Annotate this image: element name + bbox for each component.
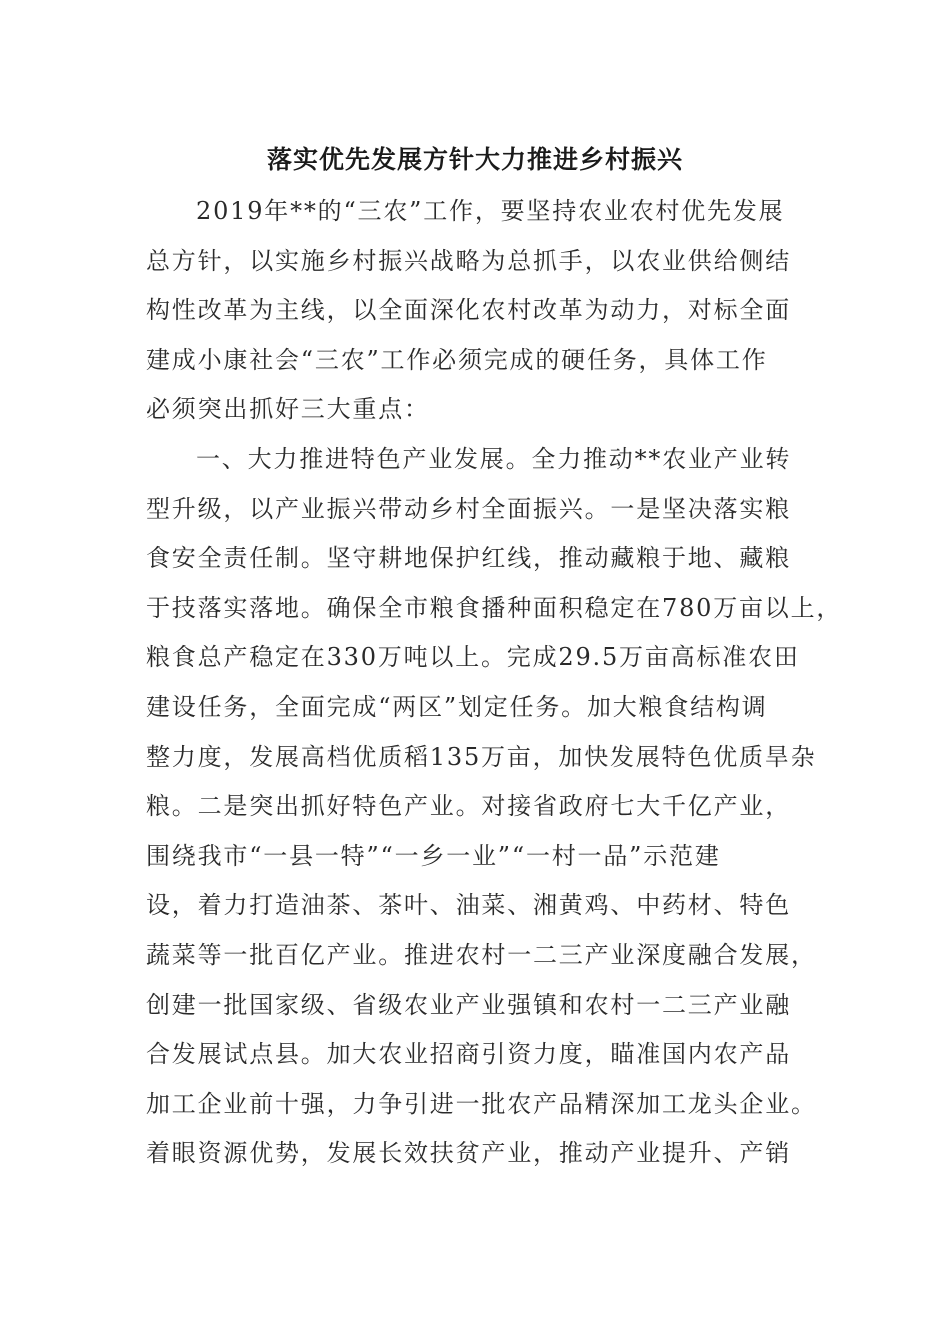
paragraph-1-line-5: 必须突出抓好三大重点： <box>146 395 430 424</box>
paragraph-2-line-5: 粮食总产稳定在330万吨以上。完成29.5万亩高标准农田 <box>146 643 800 672</box>
document-title: 落实优先发展方针大力推进乡村振兴 <box>266 145 683 174</box>
paragraph-1-line-4: 建成小康社会“三农”工作必须完成的硬任务，具体工作 <box>146 345 768 374</box>
paragraph-2-line-8: 粮。二是突出抓好特色产业。对接省政府七大千亿产业， <box>146 792 791 821</box>
paragraph-2-line-15: 着眼资源优势，发展长效扶贫产业，推动产业提升、产销 <box>146 1139 791 1168</box>
paragraph-2-line-12: 创建一批国家级、省级农业产业强镇和农村一二三产业融 <box>146 990 791 1019</box>
document-body <box>146 190 843 1182</box>
paragraph-1-line-3: 构性改革为主线，以全面深化农村改革为动力，对标全面 <box>146 296 791 325</box>
paragraph-2-line-7: 整力度，发展高档优质稻135万亩，加快发展特色优质旱杂 <box>146 742 817 771</box>
paragraph-2-line-13: 合发展试点县。加大农业招商引资力度，瞄准国内农产品 <box>146 1040 791 1069</box>
paragraph-1-line-1: 2019年**的“三农”工作，要坚持农业农村优先发展 <box>196 197 785 225</box>
paragraph-1-line-2: 总方针，以实施乡村振兴战略为总抓手，以农业供给侧结 <box>146 246 791 275</box>
paragraph-2-line-1: 一、大力推进特色产业发展。全力推动**农业产业转 <box>196 444 792 473</box>
paragraph-2-line-2: 型升级，以产业振兴带动乡村全面振兴。一是坚决落实粮 <box>146 494 791 523</box>
paragraph-2-line-10: 设，着力打造油茶、茶叶、油菜、湘黄鸡、中药材、特色 <box>146 891 791 920</box>
paragraph-2-line-9: 围绕我市“一县一特”“一乡一业”“一村一品”示范建 <box>146 841 721 870</box>
paragraph-2-line-4: 于技落实落地。确保全市粮食播种面积稳定在780万亩以上， <box>146 593 843 622</box>
paragraph-2-line-6: 建设任务，全面完成“两区”划定任务。加大粮食结构调 <box>146 692 768 721</box>
paragraph-2-line-11: 蔬菜等一批百亿产业。推进农村一二三产业深度融合发展， <box>146 940 817 969</box>
paragraph-2-line-3: 食安全责任制。坚守耕地保护红线，推动藏粮于地、藏粮 <box>146 544 791 573</box>
paragraph-2-line-14: 加工企业前十强，力争引进一批农产品精深加工龙头企业。 <box>146 1089 817 1118</box>
